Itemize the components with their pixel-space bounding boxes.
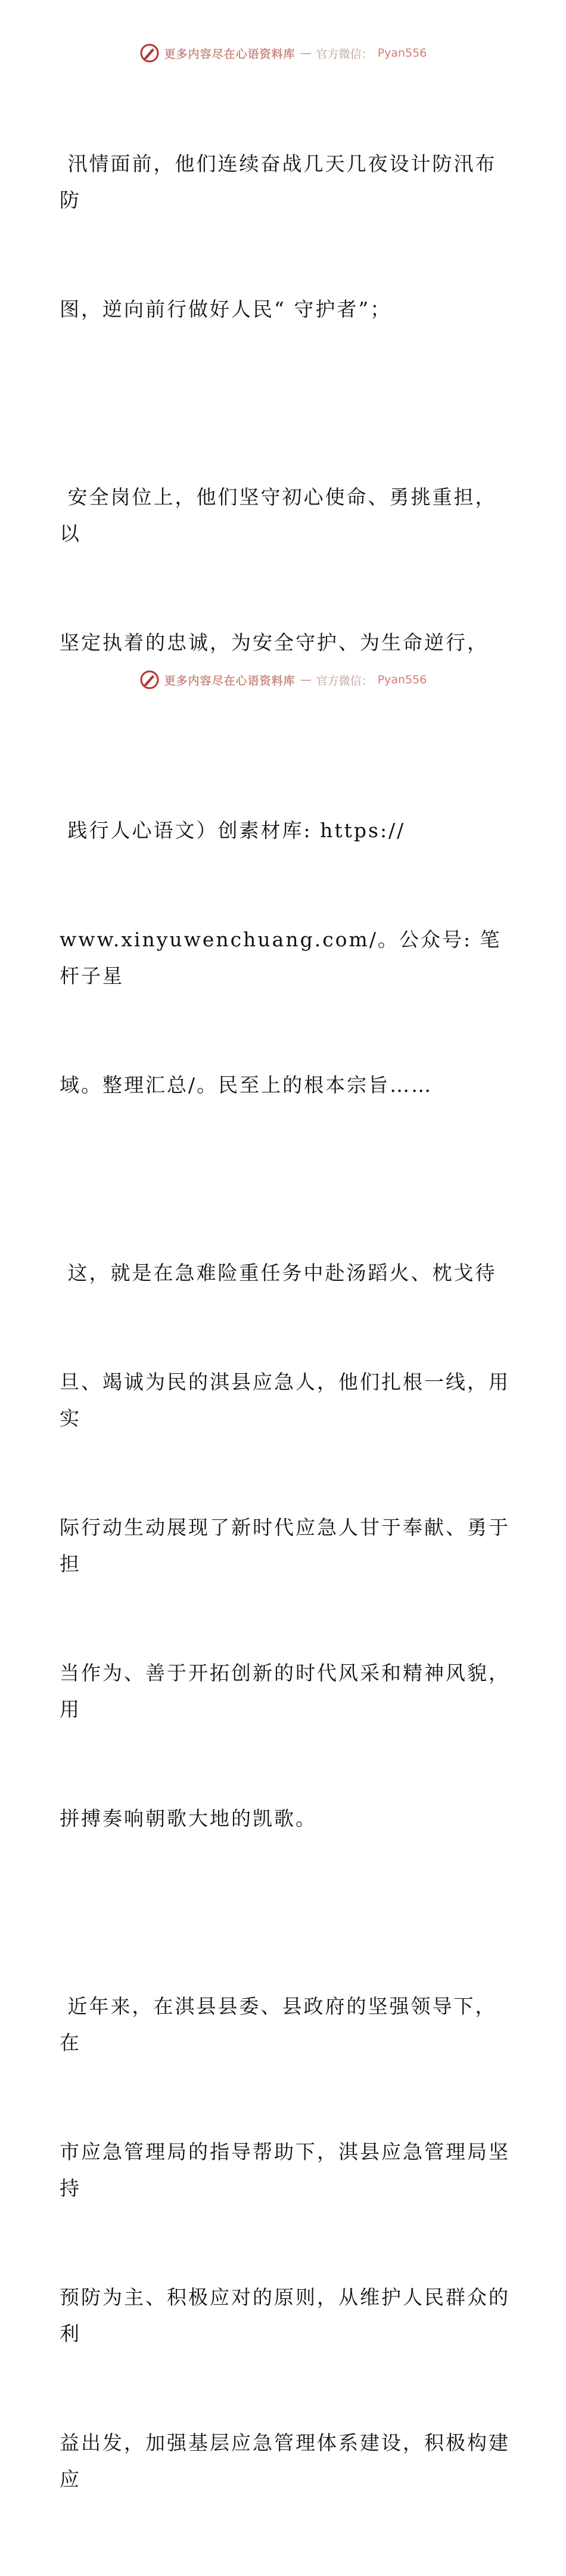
paragraph-1 [60,73,512,400]
text-line: 安全岗位上，他们坚守初心使命、勇挑重担，以 [60,485,497,545]
text-line: 旦、竭诚为民的淇县应急人，他们扎根一线，用实 [60,1370,510,1430]
text-line: 际行动生动展现了新时代应急人甘于奉献、勇于担 [60,1516,510,1575]
quill-logo-icon [139,670,160,690]
quill-logo-icon [139,43,160,63]
text-line: 当作为、善于开拓创新的时代风采和精神风貌，用 [60,1661,510,1721]
text-line: 近年来，在淇县县委、县政府的坚强领导下，在 [60,1995,497,2054]
text-line: 图，逆向前行做好人民“ 守护者”； [60,298,392,321]
text-line: 这，就是在急难险重任务中赴汤蹈火、枕戈待 [60,1261,497,1284]
paragraph-3 [60,739,512,1176]
text-line: 预防为主、积极应对的原则，从维护人民群众的利 [60,2286,510,2345]
text-line: 汛情面前，他们连续奋战几天几夜设计防汛布防 [60,152,497,212]
watermark-official-label: 官方微信： [316,674,373,688]
watermark-wechat-id: Pyan556 [377,673,427,686]
watermark-text: 更多内容尽在心语资料库 [164,674,296,688]
watermark-dash: — [300,673,312,686]
watermark-text: 更多内容尽在心语资料库 [164,47,296,61]
text-line: 益出发，加强基层应急管理体系建设，积极构建应 [60,2431,510,2491]
paragraph-5 [60,1915,512,2570]
text-line: 市应急管理局的指导帮助下，淇县应急管理局坚持 [60,2140,510,2200]
text-line: 坚定执着的忠诚，为安全守护、为生命逆行， [60,631,489,654]
footer-watermark [0,670,566,690]
watermark-dash: — [300,47,312,60]
header-watermark [0,43,566,63]
text-line: 域。整理汇总/。民至上的根本宗旨…… [60,1073,433,1097]
watermark-official-label: 官方微信： [316,47,373,61]
watermark-wechat-id: Pyan556 [377,47,427,60]
text-line: 践行人心语文）创素材库: https:// [60,819,406,842]
paragraph-4 [60,1182,512,1909]
text-line: www.xinyuwenchuang.com/。公众号: 笔杆子星 [60,928,502,987]
document-body [60,73,512,2576]
text-line: 拼搏奏响朝歌大地的凯歌。 [60,1807,317,1830]
